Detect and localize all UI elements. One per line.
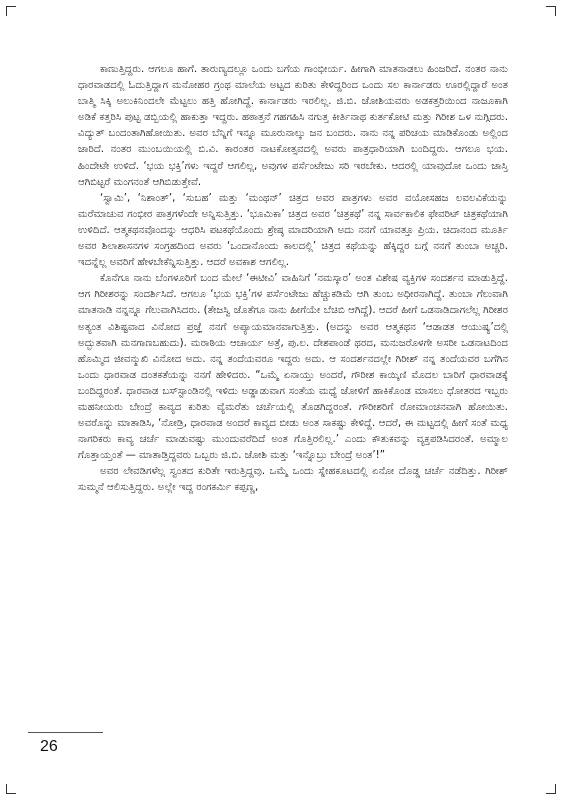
- paragraph: ಕಾಣುತ್ತಿದ್ದರು. ಆಗಲೂ ಹಾಗೆ. ತಾರುಣ್ಯದಲ್ಲೂ ಒಂದು ಬಗೆಯ ಗಾಂಭೀರ್ಯ. ಹೀಗಾಗಿ ಮಾತನಾಡಲು ಹಿಂಜರಿದೆ. ನಂತರ ನಾನು ಧಾರವಾಡದಲ್ಲಿ ಓದುತ್ತಿದ್ದಾಗ ಮನೋಹರ ಗ್ರಂಥ ಮಾಲೆಯ ಅಟ್ಟದ ಕುರಿತು ಕೇಳಿದ್ದರಿಂದ ಒಂದು ಸಲ ಕಾರ್ನಾಡರು ಊರಲ್ಲಿದ್ದಾರೆ ಅಂತ ಬಾತ್ಮಿ ಸಿಕ್ಕಿ ಅಲುಕಿನಿಂದಲೇ ಮೆಟ್ಟಲು ಹತ್ತಿ ಹೋಗಿದ್ದೆ. ಕಾರ್ನಾಡರು ಇರಲಿಲ್ಲ. ಜಿ.ಬಿ. ಜೋಶಿಯವರು ಅಡಕತ್ತರಿಯಿಂದ ನಾಜೂಕಾಗಿ ಅಡಿಕೆ ಕತ್ತರಿಸಿ ಪುಟ್ಟ ಡಬ್ಬಿಯಲ್ಲಿ ಹಾಕುತ್ತಾ ಇದ್ದರು. ಹಠಾತ್ತನೆ ಗಹಗಹಿಸಿ ನಗುತ್ತ ಕೀರ್ತಿನಾಥ ಕುರ್ತಕೋಟಿ ಮತ್ತು ಗಿರೀಶ ಒಳ ನುಗ್ಗಿದರು. ವಿದ್ಯುತ್ ಬಂದಂತಾಗಿಹೋಯಿತು. ಅವರ ಬೆನ್ನಿಗೆ ಇನ್ನೂ ಮೂರುನಾಲ್ಕು ಜನ ಬಂದರು. ನಾನು ನನ್ನ ಪರಿಚಯ ಮಾಡಿಕೊಂಡು ಅಲ್ಲಿಂದ ಜಾರಿದೆ. ನಂತರ ಮುಂಬಯಿಯಲ್ಲಿ ಬಿ.ವಿ. ಕಾರಂತರ ನಾಟಕೋತ್ಸವದಲ್ಲಿ ಅವರು ಪಾತ್ರಧಾರಿಯಾಗಿ ಬಂದಿದ್ದರು. ಆಗಲೂ ಭಯ. ಹಿಂದೇಟೇ ಉಳಿದೆ. ‘ಭಯ ಭಕ್ತಿ’ಗಳು ಇದ್ದರೆ ಆಗಲಿಲ್ಲ, ಅವುಗಳ ಪರ್ಸೆಂಟೇಜು ಸರಿ ಇರಬೇಕು. ಆದರಲ್ಲಿ ಯಾವುದೋ ಒಂದು ಜಾಸ್ತಿ ಆಗಿಬಿಟ್ಟರೆ ಮಂಗನಂತೆ ಆಗಿಬಿಡುತ್ತೇವೆ.: [78, 64, 508, 188]
- paragraph: ಕೊನೆಗೂ ನಾನು ಬೆಂಗಳೂರಿಗೆ ಬಂದ ಮೇಲೆ ‘ಈಟೀವಿ’ ವಾಹಿನಿಗೆ ‘ನಮಸ್ಕಾರ’ ಅಂತ ವಿಶೇಷ ವ್ಯಕ್ತಿಗಳ ಸಂದರ್ಶನ ಮಾಡುತ್ತಿದ್ದೆ. ಆಗ ಗಿರೀಶರನ್ನು ಸಂದರ್ಶಿಸಿದೆ. ಆಗಲೂ ‘ಭಯ ಭಕ್ತಿ’ಗಳ ಪರ್ಸೆಂಟೇಜು ಹೆಚ್ಚುಕಡಿಮೆ ಆಗಿ ತುಂಬ ಅಧೀರನಾಗಿದ್ದೆ. ತುಂಬಾ ಗೆಲುವಾಗಿ ಮಾತನಾಡಿ ನನ್ನನ್ನೂ ಗೆಲುವಾಗಿಸಿದರು. (ತೇಜಸ್ವಿ ಜೊತೆಗೂ ನಾನು ಹೀಗೆಯೇ ಬೆಚಿಬಿ ಆಗಿದ್ದೆ). ಆದರೆ ಹೀಗೆ ಒಡನಾಡಿದಾಗಲೆಲ್ಲ ಗಿರೀಶರ ಅತ್ಯಂತ ವಿಶಿಷ್ಟವಾದ ವಿನೋದ ಪ್ರಜ್ಞೆ ನನಗೆ ಅಪ್ಯಾಯಮಾನವಾಗುತ್ತಿತ್ತು. (ಅದನ್ನು ಅವರ ಆತ್ಮಕಥನ ‘ಆಡಾಡತ ಆಯುಷ್ಯ’ದಲ್ಲಿ ಅದ್ಭುತವಾಗಿ ಮನಗಾಣಬಹುದು). ಮರಾಠಿಯ ಆಚಾರ್ಯ ಅತ್ರೆ, ಪು.ಲ. ದೇಶಪಾಂಡೆ ಥರದ, ಮನುಜರೊಳಗೇ ಅಸರೀ ಒಡನಾಟದಿಂದ ಹೊಮ್ಮಿದ ಜೀವನ್ಮುಖಿ ವಿನೋದ ಅದು. ನನ್ನ ತಂದೆಯವರೂ ಇದ್ದರು ಅದು. ಆ ಸಂದರ್ಶನದಲ್ಲೇ ಗಿರೀಶ್ ನನ್ನ ತಂದೆಯವರ ಬಗೆಗಿನ ಒಂದು ಧಾರವಾಡ ದಂತಕತೆಯನ್ನು ನನಗೆ ಹೇಳಿದರು. “ಒಮ್ಮೆ ಏನಾಯ್ತು ಅಂದರೆ, ಗೌರೀಶ ಕಾಯ್ಕಿಣಿ ಮೊದಲ ಬಾರಿಗೆ ಧಾರವಾಡಕ್ಕೆ ಬಂದಿದ್ದರಂತೆ. ಧಾರವಾಡ ಬಸ್‌ಸ್ಟಾಂಡಿನಲ್ಲಿ ಇಳಿದು ಅಡ್ಡಾಡುವಾಗ ಸಂತೆಯ ಮಧ್ಯೆ ಜೋಳಿಗೆ ಹಾಕಿಕೊಂಡ ಮಾಸಲು ಧೋತರದ ಇಬ್ಬರು ಮಹನೀಯರು ಬೇಂದ್ರೆ ಕಾವ್ಯದ ಕುರಿತು ವ್ಯೆಮರೆತು ಚರ್ಚೆಯಲ್ಲಿ ತೊಡಗಿದ್ದರಂತೆ. ಗೌರೀಶರಿಗೆ ರೋಮಾಂಚನವಾಗಿ ಹೋಯಿತು. ಅವರೊನ್ನು ಮಾತಾಡಿಸಿ, ‘ನೋಡ್ರಿ, ಧಾರವಾಡ ಅಂದರೆ ಕಾವ್ಯದ ಬೀಡು ಅಂತ ಸಾಕಷ್ಟು ಕೇಳಿದ್ದೆ. ಆದರೆ, ಈ ಮಟ್ಟದಲ್ಲಿ ಹೀಗೆ ಸಂತೆ ಮಧ್ಯ ನಾಗರಿಕರು ಕಾವ್ಯ ಚರ್ಚೆ ಮಾಡುವಷ್ಟು ಮುಂದುವರೆದಿದೆ ಅಂತ ಗೊತ್ತಿರಲಿಲ್ಲ.’ ಎಂದು ಕೌತುಕವನ್ನು ವ್ಯಕ್ತಪಡಿಸಿದರಂತೆ. ಅಮ್ಮಾಲ ಗೊತ್ತಾಯ್ತಂತೆ — ಮಾತಾಡ್ತಿದ್ದವರು ಒಬ್ಬರು ಜಿ.ಬಿ. ಜೋಶಿ ಮತ್ತು ‘ಇನ್ನೊಬ್ರು ಬೇಂದ್ರೆ ಅಂತ’!”: [78, 273, 508, 462]
- page-number: 26: [40, 738, 58, 755]
- paragraph: ಅವರ ಲೇವಡಿಗಳೆಲ್ಲ ಸ್ವಂತದ ಕುರಿತೇ ಇರುತ್ತಿದ್ದವು. ಒಮ್ಮೆ ಒಂದು ಸ್ನೇಹಕೂಟದಲ್ಲಿ ಏನೋ ದೊಡ್ಡ ಚರ್ಚೆ ನಡೆದಿತ್ತು. ಗಿರೀಶ್ ಸುಮ್ಮನೆ ಆಲಿಸುತ್ತಿದ್ದರು. ಅಲ್ಲೇ ಇದ್ದ ರಂಗಕರ್ಮಿ ಕಪ್ಪಣ್ಣ,: [78, 466, 508, 494]
- crop-mark-bottom-left: [6, 784, 16, 794]
- crop-mark-top-left: [6, 6, 16, 16]
- footer-rule: [28, 732, 103, 733]
- crop-mark-top-right: [546, 6, 556, 16]
- paragraph: ‘ಸ್ವಾಮಿ’, ‘ನಿಶಾಂತ್’, ‘ಸುಬಹ’ ಮತ್ತು ‘ಮಂಥನ್’ ಚಿತ್ರದ ಅವರ ಪಾತ್ರಗಳು ಅವರ ವಯೋಸಹಜ ಲವಲವಿಕೆಯನ್ನು ಮರೆಮಾಚುವ ಗಂಭೀರ ಪಾತ್ರಗಳೆಂದೇ ಅನ್ನಿಸುತ್ತಿತ್ತು. ‘ಭೂಮಿಕಾ’ ಚಿತ್ರದ ಅವರ ‘ಚಿತ್ರಕಥೆ’ ನನ್ನ ಸಾರ್ವಕಾಲಿಕ ಫೇವರಿಟ್ ಚಿತ್ರಕಥೆಯಾಗಿ ಉಳಿದಿದೆ. ಆತ್ಮಕಥನವೊಂದನ್ನು ಆಧರಿಸಿ ಪಟಕಥೆಯೊಂದು ಶ್ರೇಷ್ಠ ಮಾದರಿಯಾಗಿ ಅದು ನನಗೆ ಯಾವತ್ತೂ ಪ್ರಿಯ. ಚಿದಾನಂದ ಮೂರ್ತಿ ಅವರ ಶಿಲಾಶಾಸನಗಳ ಸಂಗ್ರಹದಿಂದ ಅವರು ‘ಒಂದಾನೊಂದು ಕಾಲದಲ್ಲಿ’ ಚಿತ್ರದ ಕಥೆಯನ್ನು ಹೆಕ್ಕಿದ್ದರ ಬಗ್ಗೆ ನನಗೆ ತುಂಬಾ ಅಚ್ಚರಿ. ಇದನ್ನೆಲ್ಲ ಅವರಿಗೆ ಹೇಳಬೇಕೆನ್ನಿಸುತ್ತಿತ್ತು. ಆದರೆ ಅವಕಾಶ ಆಗಲಿಲ್ಲ.: [78, 192, 508, 269]
- body-text: [78, 62, 508, 497]
- crop-mark-bottom-right: [546, 784, 556, 794]
